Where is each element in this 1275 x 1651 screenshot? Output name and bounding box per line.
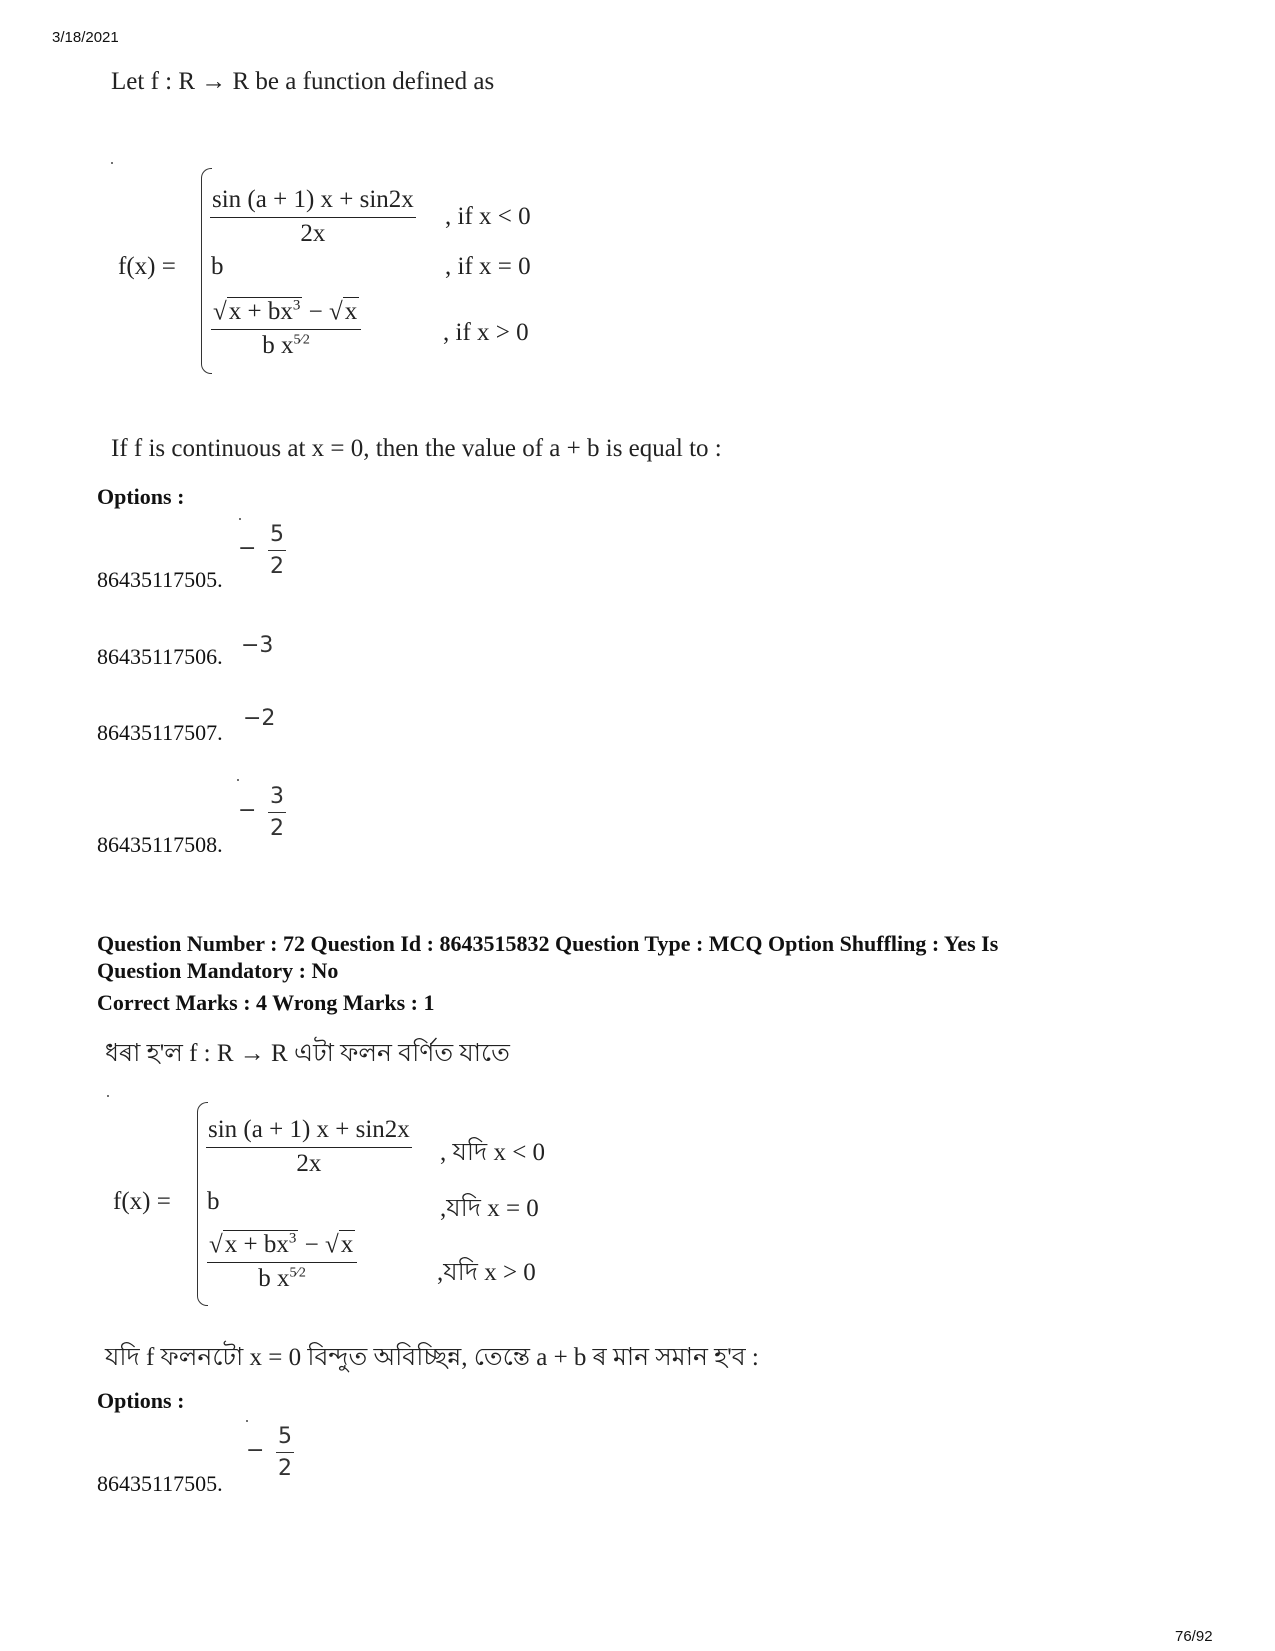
case-3-condition: ,যদি x > 0	[437, 1259, 536, 1286]
options-label: Options :	[97, 1388, 185, 1413]
case-3-fraction	[211, 298, 361, 360]
case-3-numerator: $√x + bx^3 - √x$	[213, 298, 358, 326]
case-1-fraction	[210, 186, 416, 248]
function-label: f(x) =	[113, 1188, 171, 1215]
case-1-fraction	[206, 1116, 412, 1178]
question-text: If f is continuous at x = 0, then the value of a + b is equal to :	[111, 435, 722, 462]
case-1-denominator: 2x	[300, 220, 326, 247]
question-text: যদি f ফলনটো x = 0 বিন্দুত অবিচ্ছিন্ন, তেন্তে a + b ৰ মান সমান হ'ব :	[105, 1344, 759, 1371]
case-2-condition: ,যদি x = 0	[440, 1195, 539, 1222]
case-2-value: b	[211, 253, 224, 280]
option-value-fraction: − 3 2	[238, 784, 284, 841]
case-1-denominator: 2x	[296, 1150, 322, 1177]
case-3-numerator: $√x + bx^3 - √x$	[209, 1231, 354, 1259]
option-id: 86435117507.	[97, 720, 223, 745]
case-3-denominator: b $x^{5⁄2}$	[262, 332, 310, 360]
options-label: Options :	[97, 484, 185, 509]
option-value: −3	[241, 633, 274, 658]
case-3-condition: , if x > 0	[443, 319, 529, 346]
option-value-fraction: − 5 2	[238, 522, 284, 579]
page-number: 76/92	[1175, 1628, 1213, 1645]
case-3-fraction	[207, 1231, 357, 1293]
function-label: f(x) =	[118, 253, 176, 280]
option-value: −2	[243, 706, 276, 731]
option-value-fraction: − 5 2	[246, 1424, 292, 1481]
question-marks: Correct Marks : 4 Wrong Marks : 1	[97, 990, 435, 1015]
case-3-denominator: b $x^{5⁄2}$	[258, 1265, 306, 1293]
case-2-value: b	[207, 1188, 220, 1215]
case-2-condition: , if x = 0	[445, 253, 531, 280]
case-1-condition: , যদি x < 0	[440, 1139, 546, 1166]
question-intro: ধৰা হ'ল f : R → R এটা ফলন বৰ্ণিত যাতে	[105, 1040, 510, 1067]
option-id: 86435117505.	[97, 567, 223, 592]
question-meta: Question Number : 72 Question Id : 8643515832 Question Type : MCQ Option Shuffling : Yes Is	[97, 931, 999, 956]
option-id: 86435117505.	[97, 1471, 223, 1496]
case-1-condition: , if x < 0	[445, 203, 531, 230]
question-intro: Let f : R → R be a function defined as	[111, 68, 495, 95]
case-1-numerator: sin (a + 1) x + sin2x	[212, 186, 414, 213]
option-id: 86435117508.	[97, 832, 223, 857]
option-id: 86435117506.	[97, 644, 223, 669]
print-date: 3/18/2021	[52, 29, 119, 46]
case-1-numerator: sin (a + 1) x + sin2x	[208, 1116, 410, 1143]
question-mandatory: Question Mandatory : No	[97, 958, 339, 983]
